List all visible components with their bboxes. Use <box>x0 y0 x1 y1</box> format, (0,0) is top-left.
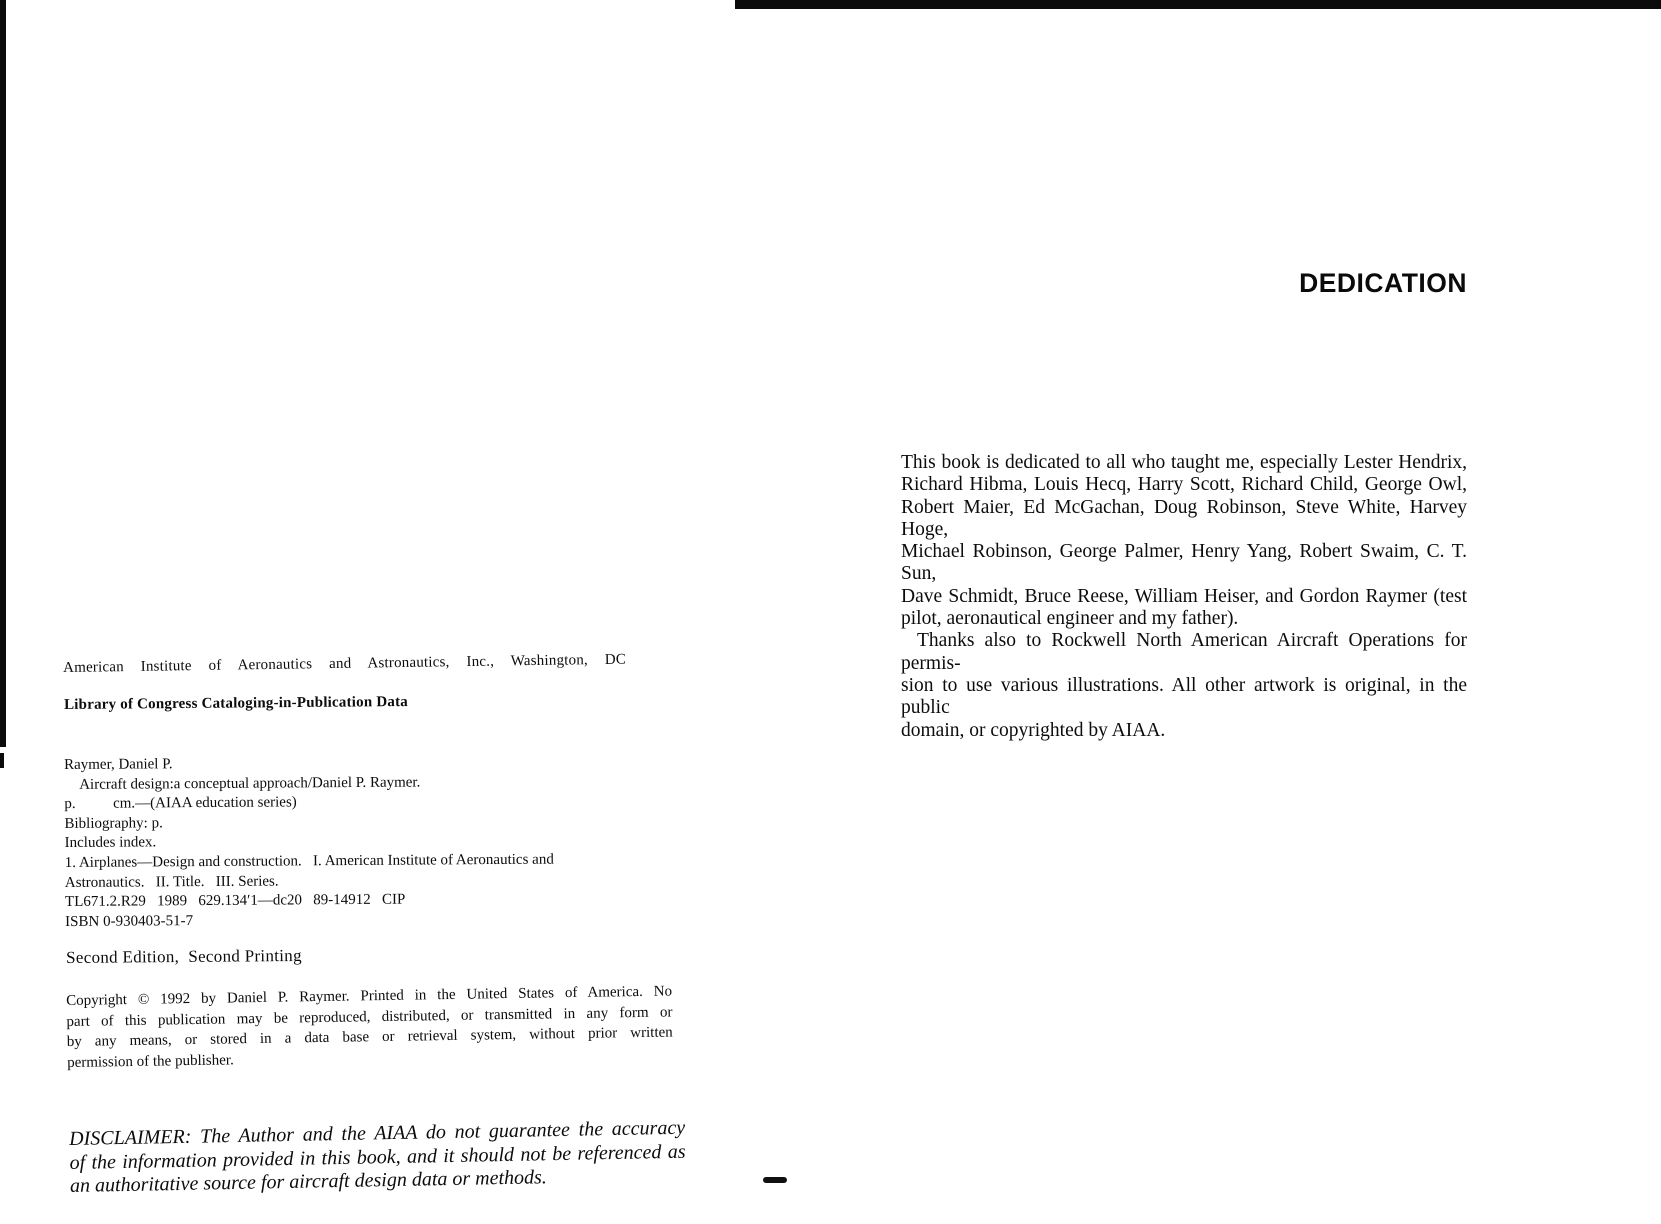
publisher-line: American Institute of Aeronautics and Astronautics, Inc., Washington, DC <box>63 651 627 676</box>
dedication-line: Richard Hibma, Louis Hecq, Harry Scott, Richard Child, George Owl, <box>901 474 1467 496</box>
dedication-text <box>901 452 1467 742</box>
catalog-line: Bibliography: p. <box>64 815 163 832</box>
dedication-line: Robert Maier, Ed McGachan, Doug Robinson, Steve White, Harvey Hoge, <box>901 496 1467 540</box>
catalog-line: p. cm.—(AIAA education series) <box>64 794 297 813</box>
copyright-line: by any means, or stored in a data base or retrieval system, without prior written <box>66 1024 673 1051</box>
disclaimer-paragraph <box>69 1117 686 1199</box>
dedication-line: sion to use various illustrations. All other artwork is original, in the public <box>901 674 1467 719</box>
dedication-line: domain, or copyrighted by AIAA. <box>901 719 1166 741</box>
dedication-line: Thanks also to Rockwell North American Aircraft Operations for permis- <box>901 630 1467 674</box>
disclaimer-line: DISCLAIMER: The Author and the AIAA do not guarantee the accuracy <box>69 1116 686 1150</box>
scan-edge-left-tick <box>0 753 4 768</box>
edition-line: Second Edition, Second Printing <box>66 945 302 967</box>
scan-edge-top-bar <box>735 0 1661 9</box>
dedication-line: Dave Schmidt, Bruce Reese, William Heiser, and Gordon Raymer (test <box>901 585 1467 607</box>
disclaimer-line: an authoritative source for aircraft design data or methods. <box>69 1166 548 1197</box>
catalog-line: 1. Airplanes—Design and construction. I. American Institute of Aeronautics and <box>64 851 554 871</box>
catalog-line-call-number: TL671.2.R29 1989 629.134′1—dc20 89-14912 CIP <box>64 891 406 911</box>
scan-mark-dash <box>763 1177 787 1183</box>
copyright-line: permission of the publisher. <box>67 1052 234 1071</box>
catalog-line: Aircraft design:a conceptual approach/Daniel P. Raymer. <box>64 774 421 793</box>
dedication-line: This book is dedicated to all who taught me, especially Lester Hendrix, <box>901 452 1467 473</box>
copyright-line: Copyright © 1992 by Daniel P. Raymer. Printed in the United States of America. No <box>66 983 673 1009</box>
cip-catalog-block <box>64 753 554 933</box>
dedication-line: Michael Robinson, George Palmer, Henry Yang, Robert Swaim, C. T. Sun, <box>901 541 1467 585</box>
copyright-line: part of this publication may be reproduced, distributed, or transmitted in any form or <box>66 1004 673 1030</box>
scan-edge-left-bar <box>0 0 6 747</box>
loc-cataloging-heading: Library of Congress Cataloging-in-Publication Data <box>64 693 409 713</box>
disclaimer-line: of the information provided in this book, and it should not be referenced as <box>69 1140 686 1174</box>
dedication-line: pilot, aeronautical engineer and my father). <box>901 608 1239 630</box>
catalog-line: Raymer, Daniel P. <box>64 756 173 773</box>
catalog-line: Astronautics. II. Title. III. Series. <box>64 873 279 891</box>
catalog-line-isbn: ISBN 0-930403-51-7 <box>65 912 194 930</box>
copyright-paragraph <box>66 981 673 1073</box>
dedication-heading: DEDICATION <box>1299 268 1467 298</box>
catalog-line: Includes index. <box>64 834 157 852</box>
